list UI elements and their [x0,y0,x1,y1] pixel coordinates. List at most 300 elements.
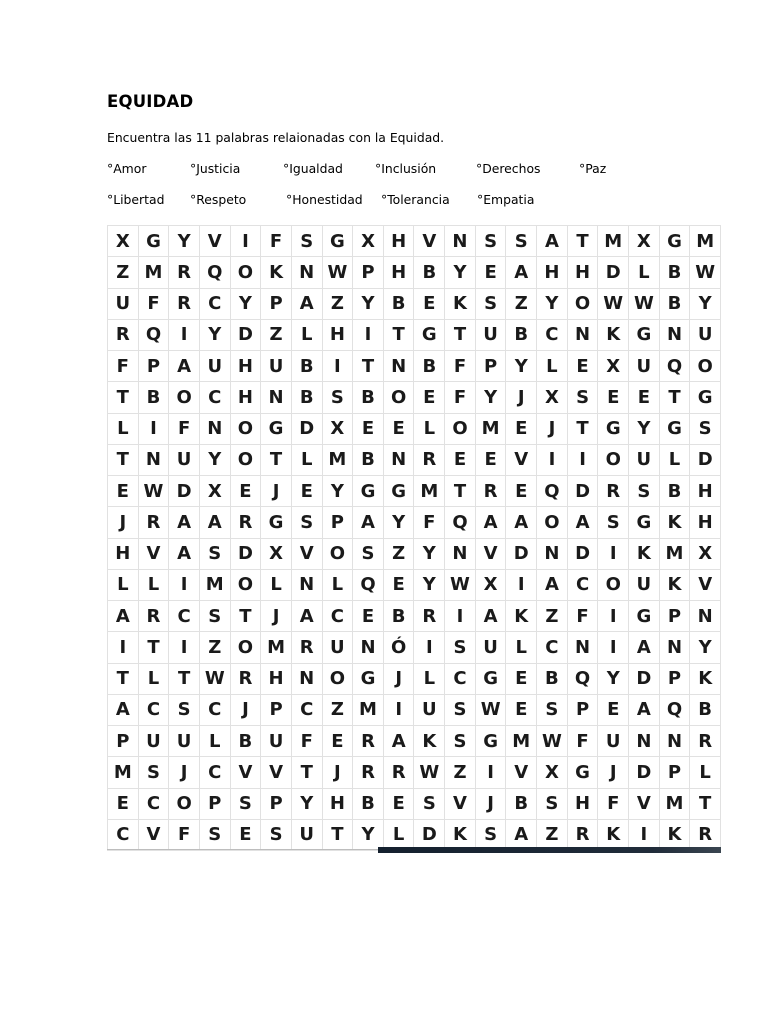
grid-cell: T [292,757,323,788]
grid-cell: Y [506,351,537,382]
grid-cell: E [476,257,507,288]
grid-cell: D [231,320,262,351]
grid-cell: C [568,570,599,601]
grid-cell: S [537,789,568,820]
grid-cell: M [506,726,537,757]
grid-cell: C [108,820,139,851]
grid-cell: X [690,539,721,570]
grid-cell: R [169,257,200,288]
grid-cell: T [445,320,476,351]
grid-cell: F [568,726,599,757]
grid-cell: B [384,601,415,632]
grid-cell: F [445,351,476,382]
grid-cell: J [506,382,537,413]
page-title: EQUIDAD [107,92,194,111]
grid-cell: M [323,445,354,476]
bottom-dark-bar [378,847,721,853]
grid-cell: T [323,820,354,851]
grid-cell: U [200,351,231,382]
grid-cell: S [629,476,660,507]
grid-cell: E [629,382,660,413]
grid-cell: Q [660,351,691,382]
grid-cell: L [323,570,354,601]
grid-cell: F [414,507,445,538]
grid-cell: G [353,664,384,695]
grid-cell: Q [660,695,691,726]
grid-cell: K [445,289,476,320]
grid-cell: Y [200,445,231,476]
grid-cell: X [537,757,568,788]
grid-cell: A [108,601,139,632]
grid-cell: I [139,414,170,445]
grid-cell: R [353,726,384,757]
grid-cell: B [506,789,537,820]
grid-cell: S [353,539,384,570]
grid-cell: M [598,226,629,257]
grid-cell: E [445,445,476,476]
grid-cell: C [323,601,354,632]
grid-cell: H [690,476,721,507]
grid-cell: S [200,601,231,632]
grid-cell: H [384,257,415,288]
grid-cell: G [323,226,354,257]
grid-cell: G [629,601,660,632]
grid-cell: B [292,351,323,382]
grid-cell: O [323,664,354,695]
grid-cell: A [537,226,568,257]
grid-cell: I [598,632,629,663]
grid-cell: B [353,445,384,476]
grid-cell: Ó [384,632,415,663]
grid-cell: R [414,601,445,632]
grid-cell: U [323,632,354,663]
grid-cell: I [414,632,445,663]
grid-cell: G [476,726,507,757]
word-search-grid [107,225,721,851]
grid-cell: O [537,507,568,538]
grid-cell: U [139,726,170,757]
grid-cell: M [690,226,721,257]
grid-cell: D [568,476,599,507]
grid-cell: O [323,539,354,570]
grid-cell: D [629,664,660,695]
grid-cell: O [690,351,721,382]
grid-cell: K [261,257,292,288]
grid-cell: D [292,414,323,445]
grid-cell: T [660,382,691,413]
grid-cell: E [323,726,354,757]
grid-cell: G [476,664,507,695]
grid-cell: L [414,664,445,695]
grid-cell: R [169,289,200,320]
grid-cell: U [476,632,507,663]
grid-cell: S [598,507,629,538]
grid-cell: X [200,476,231,507]
grid-cell: V [414,226,445,257]
word-libertad: °Libertad [107,192,165,207]
grid-cell: F [568,601,599,632]
grid-cell: B [292,382,323,413]
grid-cell: L [139,570,170,601]
grid-cell: B [506,320,537,351]
grid-cell: E [506,476,537,507]
grid-cell: B [660,476,691,507]
grid-cell: N [568,320,599,351]
grid-cell: N [292,570,323,601]
grid-cell: A [292,289,323,320]
grid-cell: Z [323,289,354,320]
grid-cell: P [200,789,231,820]
grid-cell: W [445,570,476,601]
grid-cell: E [353,601,384,632]
grid-cell: Z [200,632,231,663]
grid-cell: M [660,539,691,570]
grid-cell: N [660,320,691,351]
grid-cell: X [598,351,629,382]
grid-cell: S [445,695,476,726]
grid-cell: T [568,226,599,257]
grid-cell: U [476,320,507,351]
grid-cell: A [629,632,660,663]
grid-cell: L [139,664,170,695]
grid-cell: D [231,539,262,570]
grid-cell: A [476,507,507,538]
grid-cell: H [568,789,599,820]
grid-cell: Y [231,289,262,320]
grid-cell: F [598,789,629,820]
grid-cell: Y [353,289,384,320]
grid-cell: L [660,445,691,476]
grid-cell: J [598,757,629,788]
grid-cell: Q [537,476,568,507]
grid-cell: N [629,726,660,757]
word-empatia: °Empatia [477,192,535,207]
grid-cell: C [445,664,476,695]
grid-cell: C [292,695,323,726]
grid-cell: V [292,539,323,570]
grid-cell: B [660,289,691,320]
grid-cell: S [261,820,292,851]
grid-cell: K [660,507,691,538]
grid-cell: W [414,757,445,788]
grid-cell: K [445,820,476,851]
grid-cell: N [292,664,323,695]
grid-cell: V [506,445,537,476]
grid-cell: G [568,757,599,788]
grid-cell: I [598,601,629,632]
grid-cell: E [568,351,599,382]
grid-cell: I [476,757,507,788]
grid-cell: A [384,726,415,757]
grid-cell: S [323,382,354,413]
grid-cell: G [414,320,445,351]
grid-cell: R [568,820,599,851]
grid-cell: E [414,289,445,320]
grid-cell: H [108,539,139,570]
grid-cell: N [445,539,476,570]
grid-cell: O [231,414,262,445]
grid-cell: Z [537,601,568,632]
grid-cell: I [537,445,568,476]
word-inclusion: °Inclusión [375,161,437,176]
grid-cell: F [139,289,170,320]
grid-cell: W [629,289,660,320]
grid-cell: K [629,539,660,570]
grid-cell: K [660,820,691,851]
grid-cell: O [445,414,476,445]
grid-cell: W [323,257,354,288]
grid-cell: P [660,601,691,632]
grid-cell: F [169,414,200,445]
grid-cell: R [231,664,262,695]
grid-cell: S [568,382,599,413]
grid-cell: W [200,664,231,695]
grid-cell: Y [629,414,660,445]
grid-cell: O [231,257,262,288]
grid-cell: Q [445,507,476,538]
word-paz: °Paz [579,161,607,176]
grid-cell: U [261,726,292,757]
grid-cell: N [353,632,384,663]
grid-cell: L [108,570,139,601]
grid-cell: R [598,476,629,507]
grid-cell: L [108,414,139,445]
grid-cell: I [169,320,200,351]
grid-cell: H [568,257,599,288]
grid-cell: I [445,601,476,632]
grid-cell: B [231,726,262,757]
grid-cell: G [629,507,660,538]
grid-cell: I [108,632,139,663]
grid-cell: R [292,632,323,663]
grid-cell: P [353,257,384,288]
grid-cell: L [506,632,537,663]
grid-cell: T [169,664,200,695]
grid-cell: G [261,507,292,538]
grid-cell: G [660,414,691,445]
word-igualdad: °Igualdad [283,161,343,176]
grid-cell: I [568,445,599,476]
grid-cell: Z [261,320,292,351]
grid-cell: S [200,820,231,851]
grid-cell: U [292,820,323,851]
grid-cell: Y [384,507,415,538]
grid-cell: H [690,507,721,538]
grid-cell: H [537,257,568,288]
grid-cell: J [323,757,354,788]
grid-cell: N [384,445,415,476]
grid-cell: Y [414,539,445,570]
grid-cell: S [292,507,323,538]
grid-cell: W [476,695,507,726]
grid-cell: N [660,632,691,663]
grid-cell: R [690,820,721,851]
grid-cell: A [108,695,139,726]
grid-cell: J [108,507,139,538]
grid-cell: C [537,632,568,663]
grid-cell: S [476,820,507,851]
grid-cell: L [414,414,445,445]
grid-cell: N [384,351,415,382]
grid-cell: U [414,695,445,726]
grid-cell: D [414,820,445,851]
grid-cell: A [169,351,200,382]
grid-cell: Y [445,257,476,288]
grid-cell: Y [200,320,231,351]
grid-cell: H [231,382,262,413]
word-respeto: °Respeto [190,192,247,207]
grid-cell: G [261,414,292,445]
grid-cell: W [598,289,629,320]
word-amor: °Amor [107,161,147,176]
grid-cell: M [108,757,139,788]
grid-cell: S [292,226,323,257]
grid-cell: C [139,789,170,820]
bottom-divider [107,849,378,850]
grid-cell: T [445,476,476,507]
grid-cell: P [261,789,292,820]
grid-cell: P [261,695,292,726]
grid-cell: T [231,601,262,632]
grid-cell: B [660,257,691,288]
grid-cell: Y [598,664,629,695]
grid-cell: F [108,351,139,382]
grid-cell: O [568,289,599,320]
grid-cell: C [139,695,170,726]
grid-cell: V [139,539,170,570]
grid-cell: Y [537,289,568,320]
grid-cell: O [384,382,415,413]
grid-cell: L [200,726,231,757]
grid-cell: V [690,570,721,601]
grid-cell: N [139,445,170,476]
grid-cell: T [568,414,599,445]
grid-cell: T [139,632,170,663]
word-derechos: °Derechos [476,161,541,176]
grid-cell: L [629,257,660,288]
grid-cell: M [353,695,384,726]
grid-cell: C [200,757,231,788]
grid-cell: R [414,445,445,476]
grid-cell: Z [384,539,415,570]
grid-cell: Q [139,320,170,351]
grid-cell: R [231,507,262,538]
grid-cell: P [323,507,354,538]
grid-cell: E [384,789,415,820]
grid-cell: I [506,570,537,601]
grid-cell: Z [537,820,568,851]
grid-cell: A [169,539,200,570]
grid-cell: Z [506,289,537,320]
grid-cell: Z [323,695,354,726]
grid-cell: E [414,382,445,413]
grid-cell: B [414,351,445,382]
grid-cell: Y [169,226,200,257]
instructions-text: Encuentra las 11 palabras relaionadas con la Equidad. [107,130,445,145]
grid-cell: I [231,226,262,257]
grid-cell: L [292,445,323,476]
grid-cell: T [108,382,139,413]
word-tolerancia: °Tolerancia [381,192,450,207]
grid-cell: O [231,445,262,476]
grid-cell: S [231,789,262,820]
grid-cell: A [200,507,231,538]
grid-cell: G [353,476,384,507]
grid-cell: Y [690,632,721,663]
grid-cell: Y [323,476,354,507]
grid-cell: I [629,820,660,851]
grid-cell: V [139,820,170,851]
grid-cell: S [200,539,231,570]
grid-cell: W [139,476,170,507]
grid-cell: V [261,757,292,788]
grid-cell: E [231,820,262,851]
grid-cell: G [690,382,721,413]
grid-cell: C [200,289,231,320]
grid-cell: S [506,226,537,257]
grid-cell: R [384,757,415,788]
grid-cell: H [231,351,262,382]
grid-cell: D [568,539,599,570]
grid-cell: L [690,757,721,788]
grid-cell: E [598,695,629,726]
grid-cell: P [476,351,507,382]
grid-cell: U [169,445,200,476]
word-justicia: °Justicia [190,161,241,176]
grid-cell: P [660,757,691,788]
grid-cell: A [537,570,568,601]
grid-cell: E [506,695,537,726]
grid-cell: C [200,382,231,413]
grid-cell: E [384,570,415,601]
grid-cell: A [629,695,660,726]
grid-cell: Y [292,789,323,820]
grid-cell: N [261,382,292,413]
grid-cell: J [231,695,262,726]
grid-cell: U [629,351,660,382]
grid-cell: E [292,476,323,507]
grid-cell: D [690,445,721,476]
grid-cell: E [506,414,537,445]
grid-cell: G [598,414,629,445]
grid-cell: U [169,726,200,757]
grid-cell: S [169,695,200,726]
grid-cell: K [598,320,629,351]
grid-cell: X [476,570,507,601]
grid-cell: B [537,664,568,695]
grid-cell: Y [414,570,445,601]
grid-cell: M [200,570,231,601]
grid-cell: O [169,789,200,820]
grid-cell: G [384,476,415,507]
grid-cell: Y [690,289,721,320]
grid-cell: A [506,820,537,851]
grid-cell: D [506,539,537,570]
grid-cell: K [414,726,445,757]
grid-cell: V [445,789,476,820]
grid-cell: J [169,757,200,788]
grid-cell: O [231,632,262,663]
grid-cell: J [261,476,292,507]
grid-cell: U [598,726,629,757]
grid-cell: B [353,789,384,820]
grid-cell: D [169,476,200,507]
grid-cell: E [384,414,415,445]
grid-cell: U [108,289,139,320]
grid-cell: O [598,570,629,601]
grid-cell: V [506,757,537,788]
grid-cell: J [261,601,292,632]
